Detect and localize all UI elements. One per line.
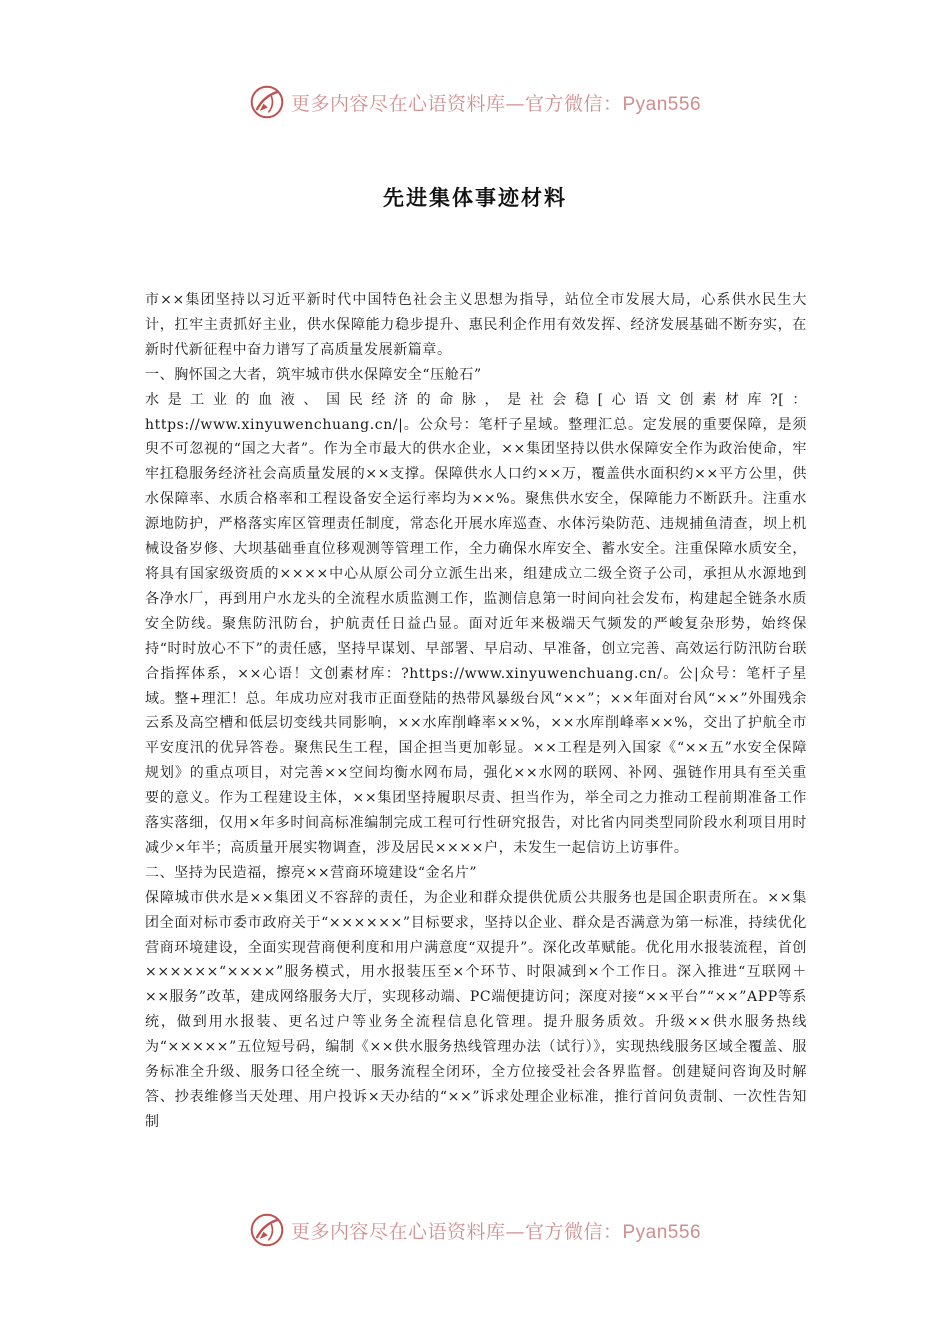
section-heading-1: 一、胸怀国之大者，筑牢城市供水保障安全“压舱石” bbox=[145, 366, 482, 383]
wechat-id: Pyan556 bbox=[622, 1221, 702, 1243]
document-body bbox=[145, 288, 807, 1135]
watermark-text: 更多内容尽在心语资料库—官方微信：Pyan556 bbox=[290, 1220, 702, 1243]
document-title: 先进集体事迹材料 bbox=[383, 186, 567, 210]
section-paragraph-1: 水是工业的血液、国民经济的命脉，是社会稳[心语文创素材库?[：https://www.xinyuwenchuang.cn/|。公众号：笔杆子星域。整理汇总。定发展的重要保障，是须臾不可忽视的“国之大者”。作为全市最大的供水企业，××集团坚持以供水保障安全作为政治使命，牢牢扛稳服务经济社会高质量发展的××支撑。保障供水人口约××万，覆盖供水面积约××平方公里，供水保障率、水质合格率和工程设备安全运行率均为××%。聚焦供水安全，保障能力不断跃升。注重水源地防护，严格落实库区管理责任制度，常态化开展水库巡查、水体污染防范、违规捕鱼清查，坝上机械设备岁修、大坝基础垂直位移观测等管理工作，全力确保水库安全、蓄水安全。注重保障水质安全，将具有国家级资质的××××中心从原公司分立派生出来，组建成立二级全资子公司，承担从水源地到各净水厂，再到用户水龙头的全流程水质监测工作，监测信息第一时间向社会发布，构建起全链条水质安全防线。聚焦防汛防台，护航责任日益凸显。面对近年来极端天气频发的严峻复杂形势，始终保持“时时放心不下”的责任感，坚持早谋划、早部署、早启动、早准备，创立完善、高效运行防汛防台联合指挥体系，××心语！文创素材库：?https://www.xinyuwenchuang.cn/。公|众号：笔杆子星域。整+理汇！总。年成功应对我市正面登陆的热带风暴级台风“××”；××年面对台风“××”外围残余云系及高空槽和低层切变线共同影响，××水库削峰率××%，××水库削峰率××%，交出了护航全市平安度汛的优异答卷。聚焦民生工程，国企担当更加彰显。××工程是列入国家《“××五”水安全保障规划》的重点项目，对完善××空间均衡水网布局，强化××水网的联网、补网、强链作用具有至关重要的意义。作为工程建设主体，××集团坚持履职尽责、担当作为，举全司之力推动工程前期准备工作落实落细，仅用×年多时间高标准编制完成工程可行性研究报告，对比省内同类型同阶段水利项目用时减少×年半；高质量开展实物调查，涉及居民××××户，未发生一起信访上访事件。 bbox=[145, 391, 807, 856]
intro-paragraph: 市××集团坚持以习近平新时代中国特色社会主义思想为指导，站位全市发展大局，心系供水民生大计，扛牢主责抓好主业，供水保障能力稳步提升、惠民利企作用有效发挥、经济发展基础不断夯实，在新时代新征程中奋力谱写了高质量发展新篇章。 bbox=[145, 292, 807, 358]
section-heading-2: 二、坚持为民造福，擦亮××营商环境建设“金名片” bbox=[145, 864, 478, 881]
bottom-watermark-banner bbox=[0, 1208, 950, 1252]
section-paragraph-2: 保障城市供水是××集团义不容辞的责任，为企业和群众提供优质公共服务也是国企职责所在。××集团全面对标市委市政府关于“××××××”目标要求，坚持以企业、群众是否满意为第一标准，持续优化营商环境建设，全面实现营商便利度和用户满意度“双提升”。深化改革赋能。优化用水报装流程，首创××××××“××××”服务模式，用水报装压至×个环节、时限减到×个工作日。深入推进“互联网＋××服务”改革，建成网络服务大厅，实现移动端、PC端便捷访问；深度对接“××平台”“××”APP等系统，做到用水报装、更名过户等业务全流程信息化管理。提升服务质效。升级××供水服务热线为“×××××”五位短号码，编制《××供水服务热线管理办法（试行）》，实现热线服务区域全覆盖、服务标准全升级、服务口径全统一、服务流程全闭环，全方位接受社会各界监督。创建疑问咨询及时解答、抄表维修当天处理、用户投诉×天办结的“××”诉求处理企业标准，推行首问负责制、一次性告知制 bbox=[145, 889, 807, 1130]
watermark-text: 更多内容尽在心语资料库—官方微信：Pyan556 bbox=[290, 92, 702, 115]
pen-logo-icon bbox=[249, 84, 285, 120]
top-watermark-banner bbox=[0, 80, 950, 124]
wechat-id: Pyan556 bbox=[622, 93, 702, 115]
pen-logo-icon bbox=[249, 1212, 285, 1248]
